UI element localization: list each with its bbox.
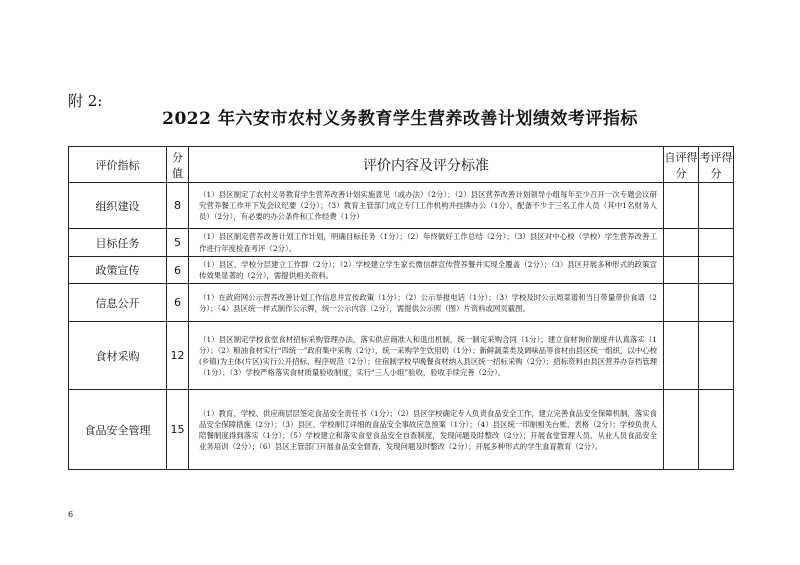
eval-score-cell[interactable]	[699, 257, 734, 284]
annex-label: 附 2:	[68, 92, 103, 110]
score-cell: 12	[167, 322, 189, 390]
eval-score-cell[interactable]	[699, 390, 734, 470]
table-row	[69, 229, 734, 257]
score-cell: 6	[167, 257, 189, 284]
self-score-cell[interactable]	[664, 390, 699, 470]
self-score-cell[interactable]	[664, 284, 699, 322]
indicator-cell: 政策宣传	[69, 257, 167, 284]
self-score-cell[interactable]	[664, 322, 699, 390]
indicator-cell: 食品安全管理	[69, 390, 167, 470]
self-score-cell[interactable]	[664, 229, 699, 257]
score-cell: 15	[167, 390, 189, 470]
header-content: 评价内容及评分标准	[189, 147, 664, 183]
content-cell: （1）县区制定学校食堂食材招标采购管理办法，落实供应商准入和退出机制，统一制定采购合同（1分）；建立食材询价制度并认真落实（1分）；（2）粮油食材实行“四统一”政府集中采购（2分），统一采购学生饮用奶（1分）；新鲜蔬菜类及调味品等食材由县区统一组织，以中心校(乡镇)为主体(片区)实行公开招标，程序规范（2分）；住宿制学校早晚餐食材纳入县区统一招标采购（2分）；招标资料由县区营养办存档管理（1分）；（3）学校严格落实食材质量验收制度，实行“三人小组”验收，验收手续完善（2分）。	[189, 322, 664, 390]
eval-score-cell[interactable]	[699, 284, 734, 322]
evaluation-table	[68, 146, 734, 470]
page-number: 6	[68, 510, 74, 519]
header-eval-score: 考评得分	[699, 147, 734, 183]
table-header-row	[69, 147, 734, 183]
indicator-cell: 食材采购	[69, 322, 167, 390]
table-row	[69, 183, 734, 229]
indicator-cell: 目标任务	[69, 229, 167, 257]
score-cell: 6	[167, 284, 189, 322]
content-cell: （1）教育、学校、供应商层层签定食品安全责任书（1分）；（2）县区学校确定专人负责食品安全工作，建立完善食品安全保障机制，落实食品安全保障措施（2分）；（3）县区、学校制订详细的食品安全事故应急预案（1分）；（4）县区统一印制相关台账、表格（2分）；学校负责人陪餐制度得到落实（1分）；（5）学校建立和落实食堂食品安全自查制度，发现问题及时整改（2分）；开展食堂管理人员、从业人员食品安全业务培训（2分）；（6）县区主管部门开展食品安全督查，发现问题及时整改（2分）；开展多种形式的学生食育教育（2分）。	[189, 390, 664, 470]
table-row	[69, 390, 734, 470]
table-row	[69, 284, 734, 322]
content-cell: （1）县区制定营养改善计划工作计划，明确目标任务（1分）；（2）年终做好工作总结（2分）；（3）县区对中心校（学校）学生营养改善工作进行年度检查考评（2分）。	[189, 229, 664, 257]
content-cell: （1）县区、学校分层建立工作群（2分）；（2）学校建立学生家长微信群宣传营养餐并实现全覆盖（2分）；（3）县区开展多种形式的政策宣传效果显著的（2分），需提供相关资料。	[189, 257, 664, 284]
header-indicator: 评价指标	[69, 147, 167, 183]
page-title: 2022 年六安市农村义务教育学生营养改善计划绩效考评指标	[162, 109, 638, 129]
content-cell: （1）在政府网公示营养改善计划工作信息并宣传政策（1分）；（2）公示举报电话（1分）；（3）学校及时公示周菜谱和当日带量带价食谱（2分）；（4）县区统一样式制作公示牌，统一公示内容（2分），需提供公示照（图）片资料或网页截图。	[189, 284, 664, 322]
indicator-cell: 组织建设	[69, 183, 167, 229]
score-cell: 5	[167, 229, 189, 257]
eval-score-cell[interactable]	[699, 183, 734, 229]
eval-score-cell[interactable]	[699, 322, 734, 390]
header-score: 分值	[167, 147, 189, 183]
eval-score-cell[interactable]	[699, 229, 734, 257]
score-cell: 8	[167, 183, 189, 229]
table-row	[69, 257, 734, 284]
table-row	[69, 322, 734, 390]
indicator-cell: 信息公开	[69, 284, 167, 322]
self-score-cell[interactable]	[664, 183, 699, 229]
self-score-cell[interactable]	[664, 257, 699, 284]
header-self-score: 自评得分	[664, 147, 699, 183]
content-cell: （1）县区制定了农村义务教育学生营养改善计划实施意见（或办法）（2分）；（2）县区营养改善计划领导小组每年至少召开一次专题会议研究营养餐工作并下发会议纪要（2分）；（3）教育主管部门成立专门工作机构并挂牌办公（1分），配备不少于三名工作人员（其中1名财务人员）（2分），有必要的办公条件和工作经费（1分）	[189, 183, 664, 229]
